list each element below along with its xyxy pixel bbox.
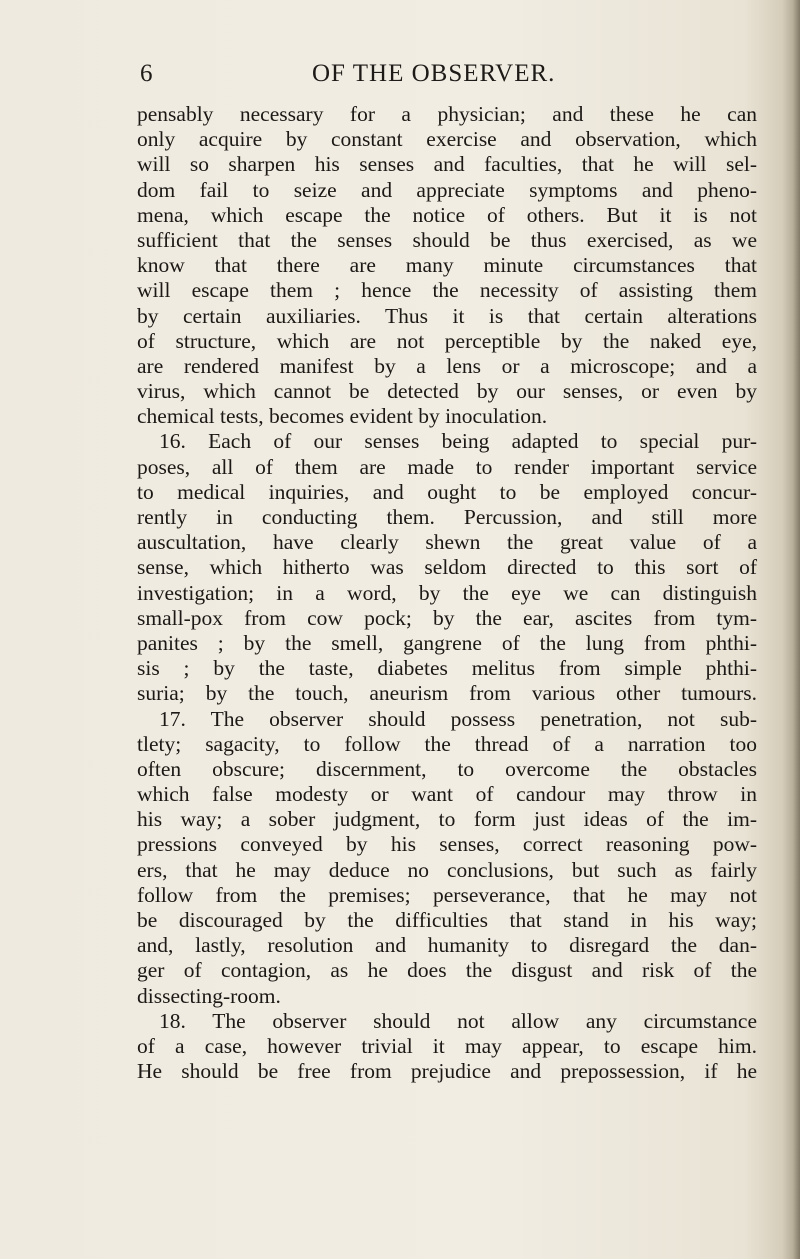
text-line: ers, that he may deduce no conclusions, but such as fairly bbox=[137, 857, 757, 882]
text-line: virus, which cannot be detected by our senses, or even by bbox=[137, 379, 757, 404]
text-line: of structure, which are not perceptible by the naked eye, bbox=[137, 328, 757, 353]
text-line: tlety; sagacity, to follow the thread of a narration too bbox=[137, 731, 757, 756]
text-line: mena, which escape the notice of others. But it is not bbox=[137, 202, 757, 227]
text-line: follow from the premises; perseverance, that he may not bbox=[137, 882, 757, 907]
section-18-first-line: 18. The observer should not allow any circumstance bbox=[159, 1008, 757, 1033]
text-line: will escape them ; hence the necessity of assisting them bbox=[137, 278, 757, 303]
paragraph-end-line: chemical tests, becomes evident by inoculation. bbox=[137, 404, 548, 429]
text-line: sufficient that the senses should be thus exercised, as we bbox=[137, 227, 757, 252]
text-line: his way; a sober judgment, to form just ideas of the im- bbox=[137, 807, 757, 832]
text-line: auscultation, have clearly shewn the great value of a bbox=[137, 530, 757, 555]
text-line: ger of contagion, as he does the disgust and risk of the bbox=[137, 958, 757, 983]
text-line: He should be free from prejudice and prepossession, if he bbox=[137, 1059, 757, 1084]
text-line: pressions conveyed by his senses, correct reasoning pow- bbox=[137, 832, 757, 857]
text-line: be discouraged by the difficulties that stand in his way; bbox=[137, 908, 757, 932]
page-header bbox=[0, 60, 800, 94]
text-line: suria; by the touch, aneurism from various other tumours. bbox=[137, 681, 757, 706]
text-line: only acquire by constant exercise and observation, which bbox=[137, 127, 757, 152]
text-line: pensably necessary for a physician; and these he can bbox=[137, 102, 757, 126]
text-line: rently in conducting them. Percussion, and still more bbox=[137, 505, 757, 529]
text-line: poses, all of them are made to render important service bbox=[137, 454, 757, 479]
text-line: sense, which hitherto was seldom directed to this sort of bbox=[137, 555, 757, 580]
text-line: dom fail to seize and appreciate symptoms and pheno- bbox=[137, 177, 757, 202]
text-line: of a case, however trivial it may appear, to escape him. bbox=[137, 1033, 757, 1058]
text-line: are rendered manifest by a lens or a microscope; and a bbox=[137, 353, 757, 378]
page-gutter-shadow bbox=[782, 0, 800, 1259]
text-line: often obscure; discernment, to overcome the obstacles bbox=[137, 756, 757, 781]
text-line: which false modesty or want of candour may throw in bbox=[137, 782, 757, 807]
text-line: panites ; by the smell, gangrene of the lung from phthi- bbox=[137, 630, 757, 655]
text-line: small-pox from cow pock; by the ear, ascites from tym- bbox=[137, 605, 757, 630]
text-line: by certain auxiliaries. Thus it is that certain alterations bbox=[137, 303, 757, 328]
text-line: sis ; by the taste, diabetes melitus from simple phthi- bbox=[137, 656, 757, 681]
paragraph-end-line: dissecting-room. bbox=[137, 983, 281, 1008]
text-line: investigation; in a word, by the eye we can distinguish bbox=[137, 580, 757, 605]
section-16-first-line: 16. Each of our senses being adapted to special pur- bbox=[159, 429, 757, 454]
running-head: OF THE OBSERVER. bbox=[312, 60, 556, 87]
text-line: to medical inquiries, and ought to be employed concur- bbox=[137, 479, 757, 504]
text-line: and, lastly, resolution and humanity to disregard the dan- bbox=[137, 933, 757, 958]
body-text bbox=[137, 102, 757, 1084]
page-number: 6 bbox=[140, 60, 153, 87]
text-line: know that there are many minute circumstances that bbox=[137, 253, 757, 278]
section-17-first-line: 17. The observer should possess penetration, not sub- bbox=[159, 706, 757, 731]
text-line: will so sharpen his senses and faculties, that he will sel- bbox=[137, 152, 757, 177]
